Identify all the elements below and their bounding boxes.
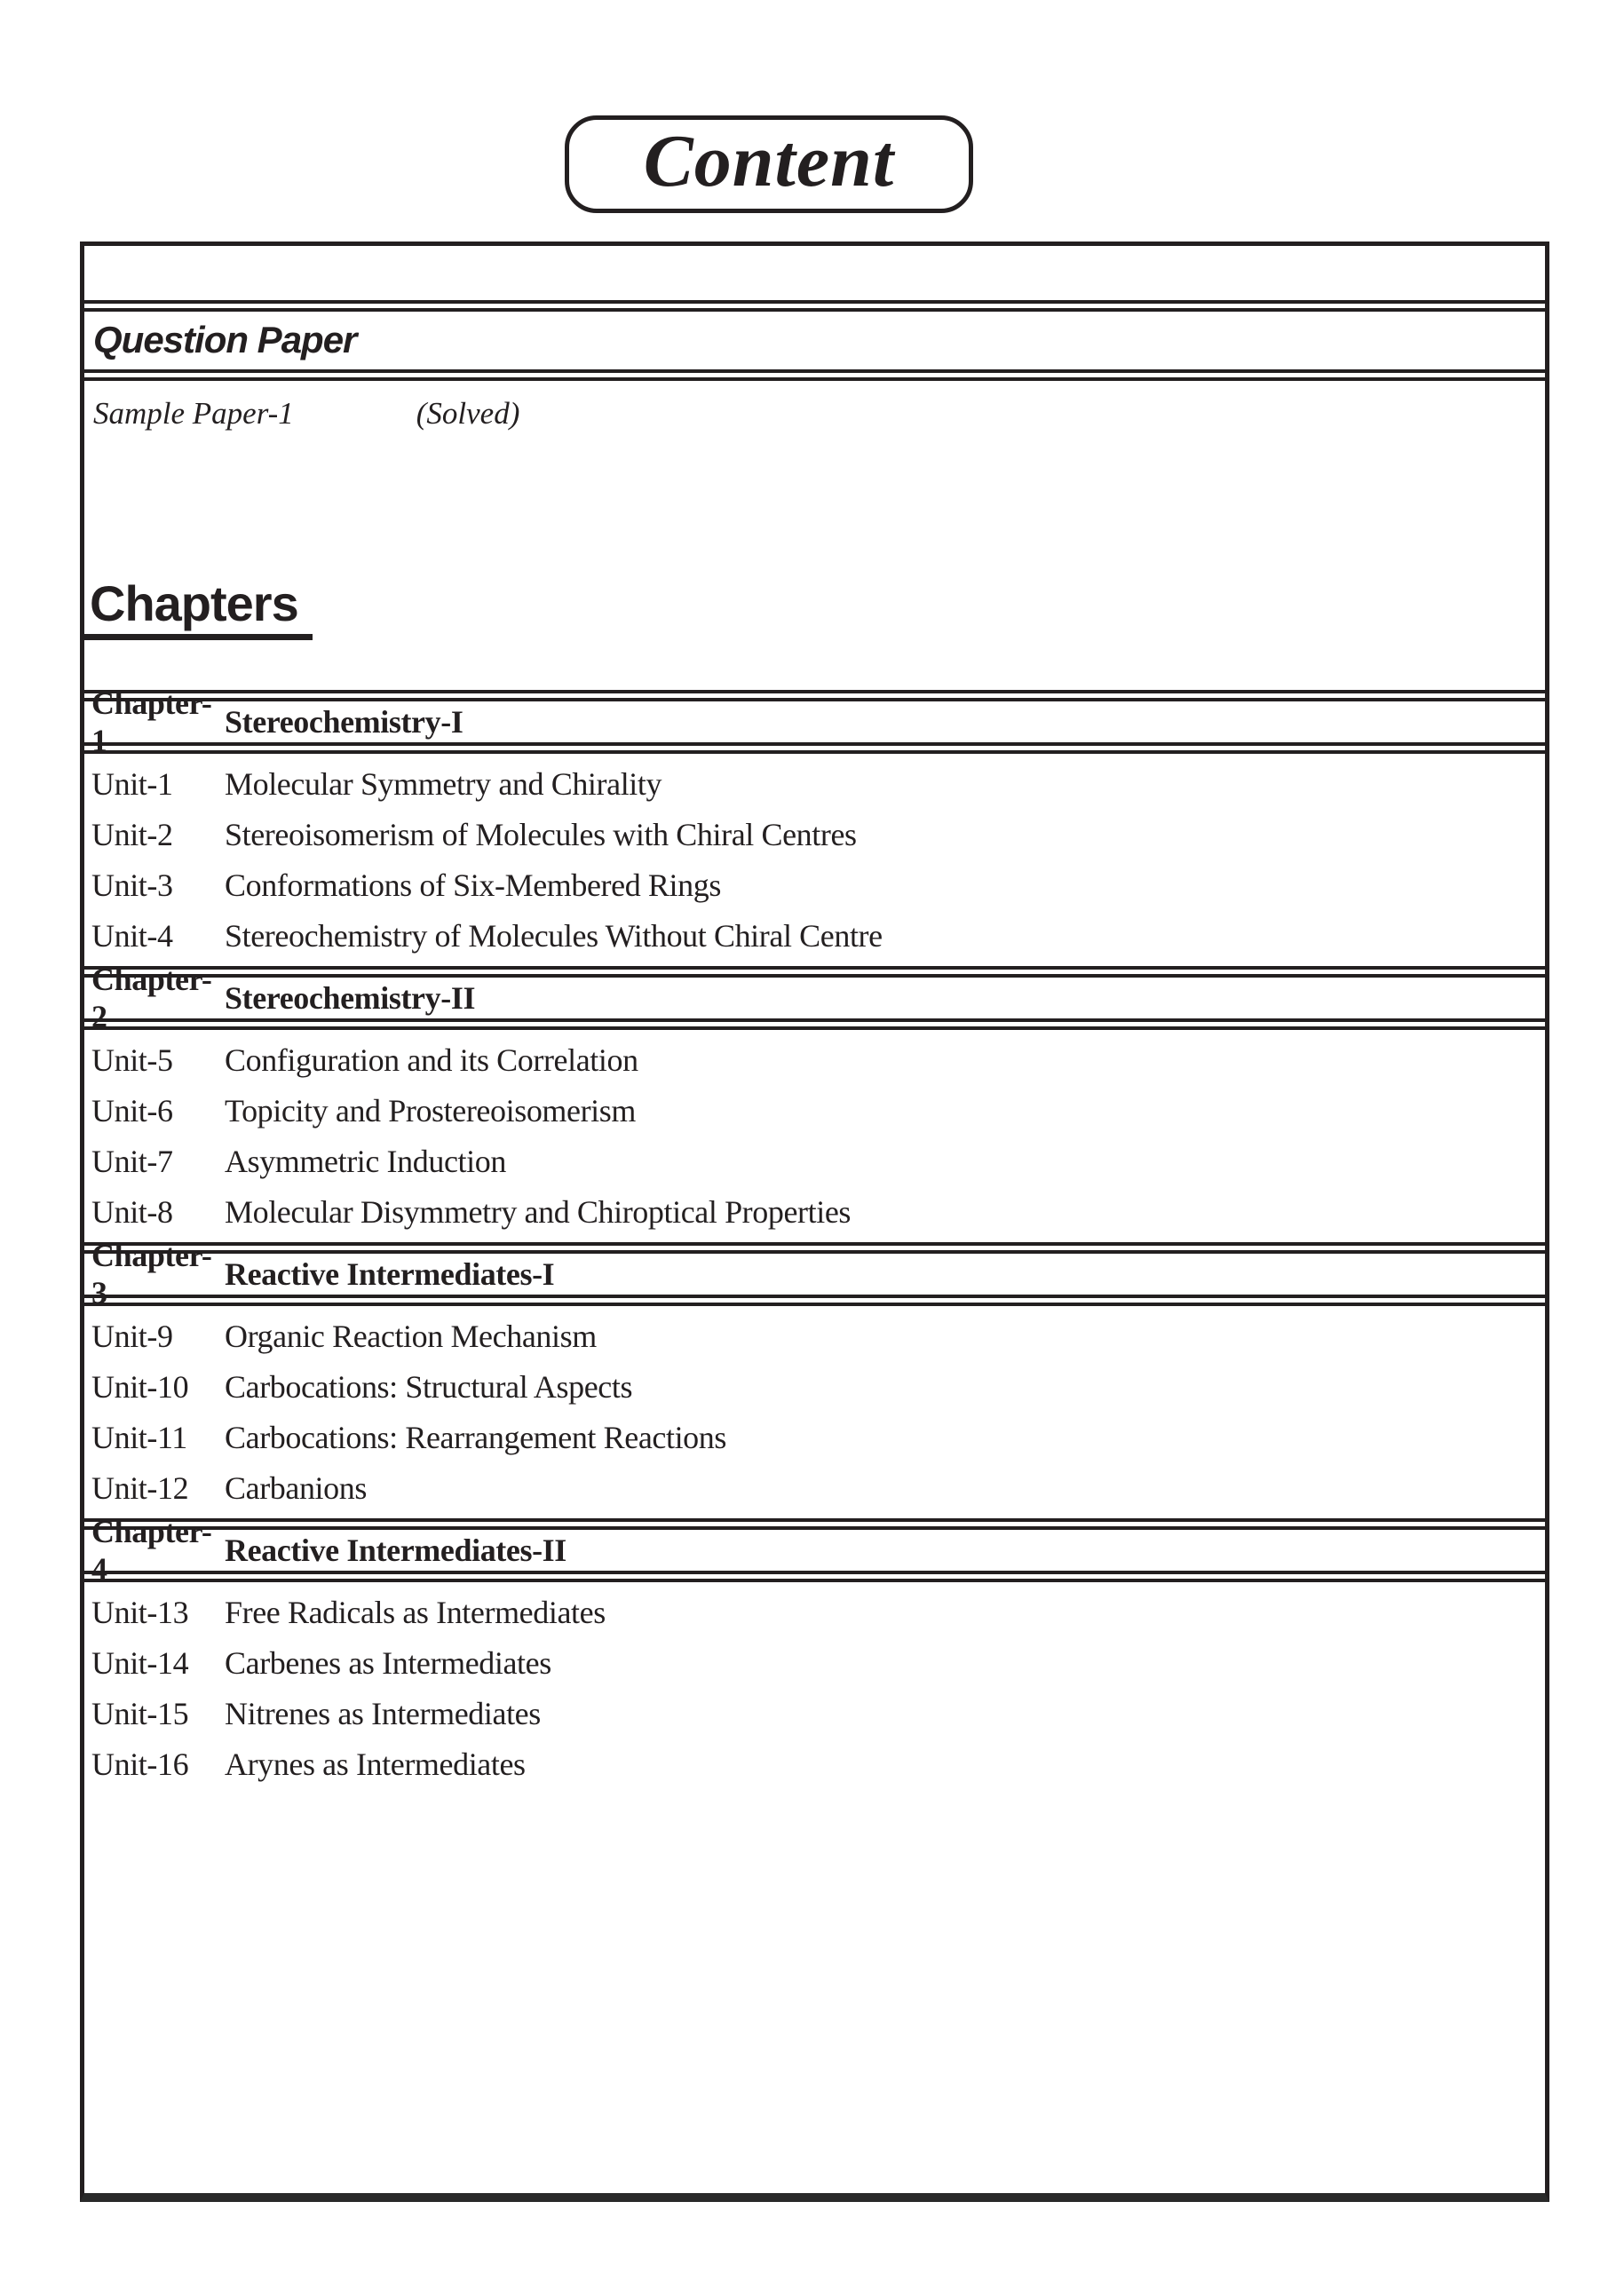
unit-label: Unit-5 xyxy=(91,1041,173,1078)
unit-title: Free Radicals as Intermediates xyxy=(225,1594,606,1630)
unit-title: Arynes as Intermediates xyxy=(225,1746,526,1782)
chapter-row xyxy=(84,1238,1545,1311)
unit-label: Unit-2 xyxy=(91,816,173,852)
unit-title: Molecular Disymmetry and Chiroptical Properties xyxy=(225,1193,852,1230)
unit-title: Configuration and its Correlation xyxy=(225,1041,638,1078)
chapter-row xyxy=(84,1514,1545,1588)
unit-label: Unit-4 xyxy=(91,917,173,954)
chapter-label: Chapter-1 xyxy=(91,685,212,759)
unit-title: Topicity and Prostereoisomerism xyxy=(225,1092,637,1129)
unit-row xyxy=(84,1085,1545,1136)
chapter-row xyxy=(84,962,1545,1035)
unit-row xyxy=(84,1688,1545,1738)
sample-paper-label: Sample Paper-1 xyxy=(93,396,294,432)
unit-title: Carbanions xyxy=(225,1469,367,1506)
chapter-title: Stereochemistry-I xyxy=(225,704,463,741)
chapter-row xyxy=(84,685,1545,759)
unit-title: Stereoisomerism of Molecules with Chiral Centres xyxy=(225,816,857,852)
unit-list xyxy=(84,1582,1545,1794)
chapter-label: Chapter-2 xyxy=(91,962,212,1035)
chapters-table xyxy=(84,685,1545,1794)
page-title: Content xyxy=(643,119,895,202)
unit-title: Molecular Symmetry and Chirality xyxy=(225,765,662,802)
unit-row xyxy=(84,1637,1545,1688)
question-paper-heading: Question Paper xyxy=(84,300,1545,381)
chapter-label: Chapter-4 xyxy=(91,1514,212,1588)
unit-label: Unit-1 xyxy=(91,765,173,802)
unit-list xyxy=(84,1030,1545,1242)
unit-row xyxy=(84,758,1545,809)
chapters-heading: Chapters xyxy=(84,576,313,641)
unit-label: Unit-12 xyxy=(91,1469,189,1506)
unit-label: Unit-14 xyxy=(91,1644,189,1681)
unit-label: Unit-6 xyxy=(91,1092,173,1129)
unit-label: Unit-13 xyxy=(91,1594,189,1630)
unit-list xyxy=(84,1306,1545,1518)
unit-title: Stereochemistry of Molecules Without Chiral Centre xyxy=(225,917,883,954)
unit-label: Unit-10 xyxy=(91,1368,189,1405)
unit-label: Unit-3 xyxy=(91,867,173,903)
unit-row xyxy=(84,809,1545,859)
unit-title: Carbenes as Intermediates xyxy=(225,1644,551,1681)
unit-title: Organic Reaction Mechanism xyxy=(225,1318,597,1354)
unit-title: Conformations of Six-Membered Rings xyxy=(225,867,721,903)
unit-row xyxy=(84,1738,1545,1789)
unit-row xyxy=(84,1034,1545,1085)
unit-label: Unit-9 xyxy=(91,1318,173,1354)
unit-label: Unit-15 xyxy=(91,1695,189,1731)
top-strip xyxy=(84,246,1545,300)
chapter-title: Reactive Intermediates-I xyxy=(225,1256,555,1293)
unit-row xyxy=(84,1587,1545,1637)
unit-row xyxy=(84,1462,1545,1513)
unit-row xyxy=(84,1412,1545,1462)
unit-list xyxy=(84,754,1545,966)
unit-row xyxy=(84,1186,1545,1237)
unit-row xyxy=(84,1136,1545,1186)
unit-row xyxy=(84,910,1545,961)
solved-label: (Solved) xyxy=(416,396,520,432)
unit-row xyxy=(84,859,1545,910)
unit-label: Unit-16 xyxy=(91,1746,189,1782)
sample-paper-row xyxy=(84,381,1545,434)
chapter-title: Stereochemistry-II xyxy=(225,980,476,1017)
unit-label: Unit-7 xyxy=(91,1143,173,1179)
unit-label: Unit-8 xyxy=(91,1193,173,1230)
unit-row xyxy=(84,1311,1545,1361)
unit-row xyxy=(84,1361,1545,1412)
unit-title: Asymmetric Induction xyxy=(225,1143,506,1179)
chapter-title: Reactive Intermediates-II xyxy=(225,1532,566,1569)
chapter-label: Chapter-3 xyxy=(91,1238,212,1311)
title-pill xyxy=(565,115,973,213)
unit-title: Nitrenes as Intermediates xyxy=(225,1695,541,1731)
unit-title: Carbocations: Structural Aspects xyxy=(225,1368,633,1405)
content-frame xyxy=(80,242,1549,2202)
unit-title: Carbocations: Rearrangement Reactions xyxy=(225,1419,726,1455)
unit-label: Unit-11 xyxy=(91,1419,187,1455)
